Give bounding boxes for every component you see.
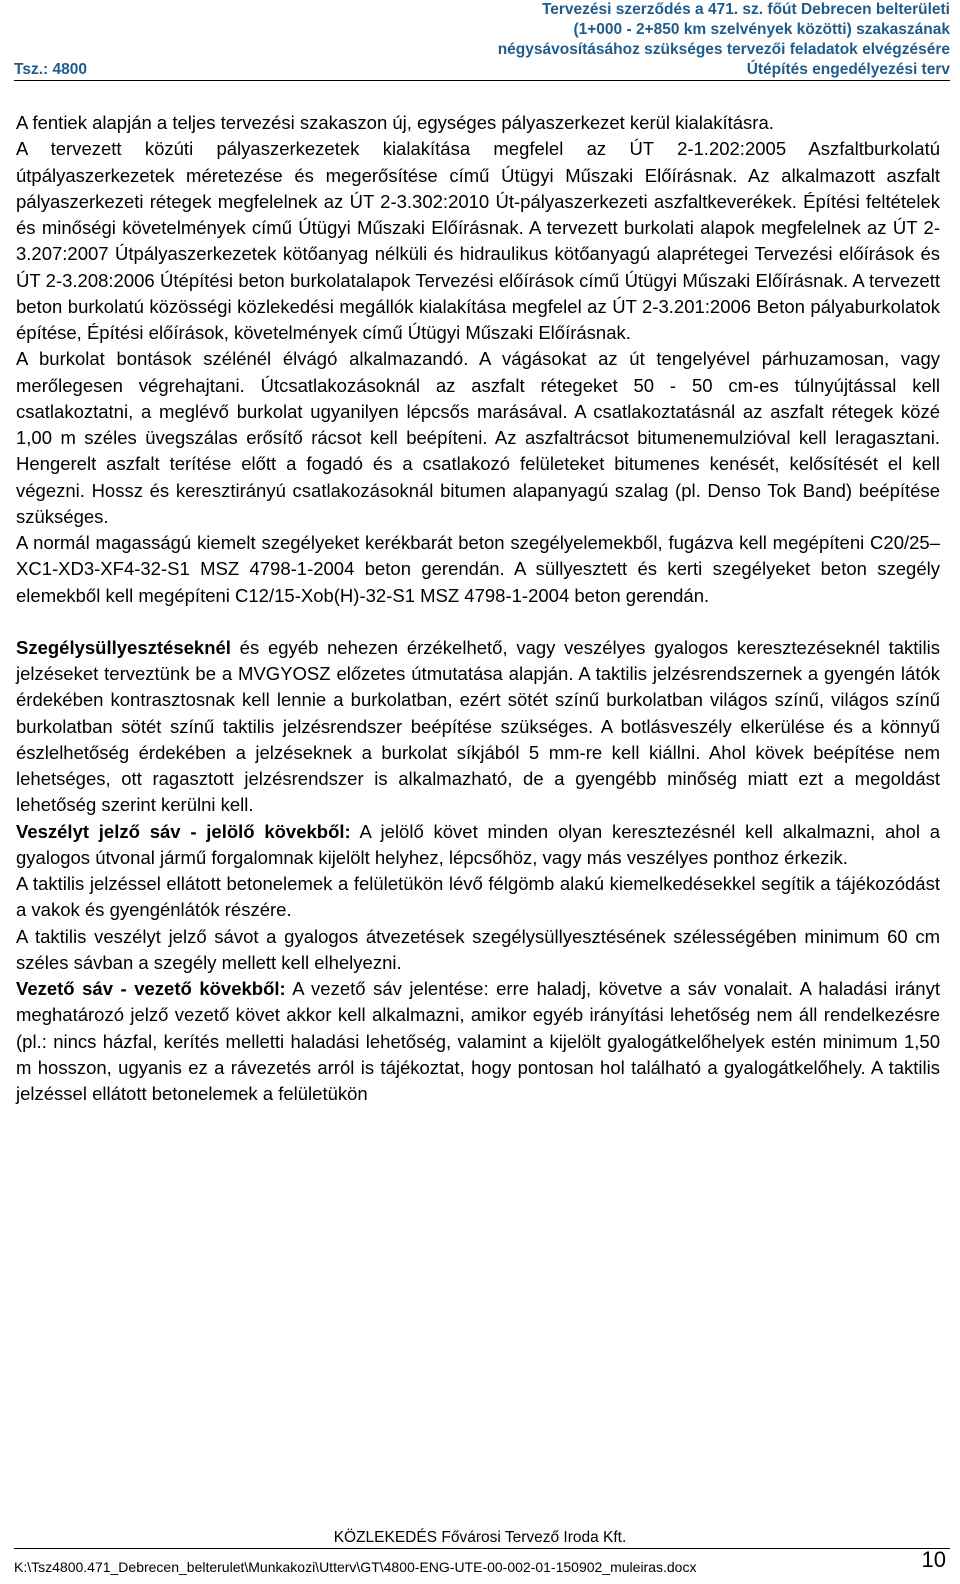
- term-guide-strip: Vezető sáv - vezető kövekből:: [16, 978, 286, 999]
- page-header: [14, 0, 950, 81]
- paragraph-warning-strip-text: A jelölő követ minden olyan keresztezésnél kell alkalmazni, ahol a gyalogos útvonal jármű forgalomnak kijelölt helyhez, lépcsőhöz, vagy más veszélyes ponthoz érkezik.: [16, 820, 940, 868]
- paragraph-guide-strip: [16, 976, 940, 1107]
- footer-divider: [14, 1548, 950, 1549]
- header-contract-title-line3: négysávosításához szükséges tervezői feladatok elvégzésére: [497, 41, 950, 58]
- page-number: 10: [921, 1547, 946, 1572]
- document-body: [16, 110, 940, 1107]
- paragraph-warning-strip-width: A taktilis veszélyt jelző sávot a gyalogos átvezetések szegélysüllyesztésének szélességében minimum 60 cm széles sávban a szegély mellett kell elhelyezni.: [16, 925, 940, 973]
- term-warning-strip: Veszélyt jelző sáv - jelölő kövekből:: [16, 820, 351, 842]
- header-contract-title-line2: (1+000 - 2+850 km szelvények közötti) szakaszának: [573, 21, 950, 38]
- header-plan-type: Útépítés engedélyezési terv: [746, 61, 950, 78]
- paragraph-tactile-curb-lowering-text: és egyéb nehezen érzékelhető, vagy veszélyes gyalogos keresztezéseknél taktilis jelzéseket terveztünk be a MVGYOSZ előzetes útmutatása alapján. A taktilis jelzésrendszernek a gyengén látók érdekében kontrasztosnak kell lennie a burkolatban, ezért sötét színű burkolatban világos színű, világos színű burkolatban sötét színű taktilis jelzésrendszer beépítése szükséges. A botlásveszély elkerülése és a könnyű észlelhetőség érdekében a jelzéseknek a burkolat síkjából 5 mm-re kell kiállni. Ahol kövek beépítése nem lehetséges, ott ragasztott jelzésrendszer is alkalmazható, de a gyengébb minőség miatt ezt a megoldást lehetőség szerint kerülni kell.: [16, 636, 940, 816]
- paragraph-spacer: [16, 609, 940, 635]
- footer-organization: KÖZLEKEDÉS Fővárosi Tervező Iroda Kft.: [333, 1529, 627, 1546]
- paragraph-guide-strip-text: A vezető sáv jelentése: erre haladj, követve a sáv vonalait. A haladási irányt meghatározó jelző vezető követ akkor kell alkalmazni, amikor egyéb irányítási lehetőség nem áll rendelkezésre (pl.: nincs házfal, kerítés melletti haladási lehetőség, valamint a kijelölt gyalogátkelőhelyek estén minimum 1,50 m hosszon, ugyanis ez a rávezetés arról is tájékoztat, hogy pontosan hol található a gyalogátkelőhely. A taktilis jelzéssel ellátott betonelemek a felületükön: [16, 978, 940, 1104]
- header-contract-title-line1: Tervezési szerződés a 471. sz. főút Debrecen belterületi: [541, 1, 950, 18]
- paragraph-curbs: A normál magasságú kiemelt szegélyeket kerékbarát beton szegélyelemekből, fugázva kell megépíteni C20/25–XC1-XD3-XF4-32-S1 MSZ 4798-1-2004 beton gerendán. A süllyesztett és kerti szegélyeket beton szegély elemekből kell megépíteni C12/15-Xob(H)-32-S1 MSZ 4798-1-2004 beton gerendán.: [16, 532, 940, 606]
- paragraph-tactile-elements: A taktilis jelzéssel ellátott betonelemek a felületükön lévő félgömb alakú kiemelkedésekkel segítik a tájékozódást a vakok és gyengénlátók részére.: [16, 873, 940, 921]
- paragraph-tactile-curb-lowering: [16, 635, 940, 819]
- footer-file-path: K:\Tsz4800.471_Debrecen_belterulet\Munkakozi\Utterv\GT\4800-ENG-UTE-00-002-01-150902_muleiras.docx: [14, 1559, 697, 1575]
- paragraph-pavement-standards: A tervezett közúti pályaszerkezetek kialakítása megfelel az ÚT 2-1.202:2005 Aszfaltburkolatú útpályaszerkezetek méretezése és megerősítése című Útügyi Műszaki Előírásnak. Az alkalmazott aszfalt pályaszerkezeti rétegek megfelelnek az ÚT 2-3.302:2010 Út-pályaszerkezeti aszfaltkeverékek. Építési feltételek és minőségi követelmények című Útügyi Műszaki Előírásnak. A tervezett burkolati alapok megfelelnek az ÚT 2-3.207:2007 Útpályaszerkezetek kötőanyag nélküli és hidraulikus kötőanyagú alaprétegei Tervezési előírások és ÚT 2-3.208:2006 Útépítési beton burkolatalapok Tervezési előírások című Útügyi Műszaki Előírásnak. A tervezett beton burkolatú közösségi közlekedési megállók kialakítása megfelel az ÚT 2-3.201:2006 Beton pályaburkolatok építése, Építési előírások, követelmények című Útügyi Műszaki Előírásnak.: [16, 138, 940, 343]
- paragraph-pavement-demolition: A burkolat bontások szélénél élvágó alkalmazandó. A vágásokat az út tengelyével párhuzamosan, vagy merőlegesen végrehajtani. Útcsatlakozásoknál az aszfalt rétegeket 50 - 50 cm-es túlnyújtással kell csatlakoztatni, a meglévő burkolat ugyanilyen lépcsős marásával. A csatlakoztatásnál az aszfalt rétegek közé 1,00 m széles üvegszálas erősítő rácsot kell beépíteni. Az aszfaltrácsot bitumenemulzióval kell leragasztani. Hengerelt aszfalt terítése előtt a fogadó és a csatlakozó felületeket bitumenes kenését, kelősítését el kell végezni. Hossz és keresztirányú csatlakozásoknál bitumen alapanyagú szalag (pl. Denso Tok Band) beépítése szükséges.: [16, 348, 940, 527]
- paragraph-intro: A fentiek alapján a teljes tervezési szakaszon új, egységes pályaszerkezet kerül kialakításra.: [16, 112, 774, 133]
- paragraph-warning-strip: [16, 819, 940, 872]
- term-curb-lowering: Szegélysüllyesztéseknél: [16, 636, 231, 658]
- header-project-number: Tsz.: 4800: [14, 61, 87, 78]
